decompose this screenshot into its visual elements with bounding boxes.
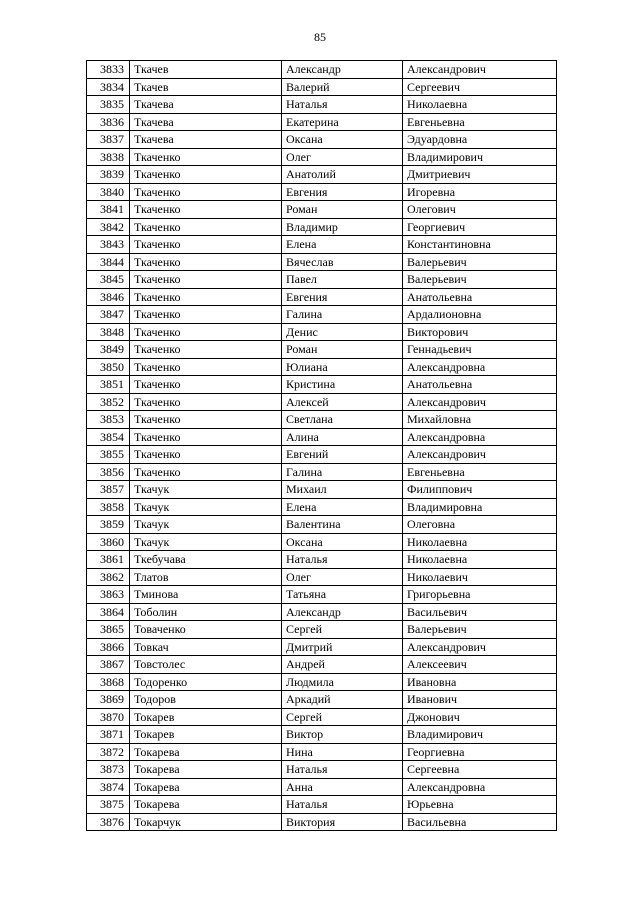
table-row: [87, 376, 557, 394]
table-row: [87, 446, 557, 464]
first-name-cell: Анатолий: [282, 166, 403, 184]
table-row: [87, 813, 557, 831]
table-row: [87, 656, 557, 674]
table-row: [87, 778, 557, 796]
patronymic-cell: Александрович: [403, 446, 557, 464]
last-name-cell: Ткаченко: [130, 183, 282, 201]
last-name-cell: Ткачук: [130, 498, 282, 516]
last-name-cell: Ткаченко: [130, 463, 282, 481]
table-row: [87, 533, 557, 551]
table-row: [87, 463, 557, 481]
first-name-cell: Екатерина: [282, 113, 403, 131]
roster-table: [86, 60, 557, 831]
patronymic-cell: Владимировна: [403, 498, 557, 516]
last-name-cell: Ткаченко: [130, 236, 282, 254]
first-name-cell: Юлиана: [282, 358, 403, 376]
last-name-cell: Токарев: [130, 708, 282, 726]
last-name-cell: Ткаченко: [130, 271, 282, 289]
row-number-cell: 3853: [87, 411, 130, 429]
patronymic-cell: Александрович: [403, 393, 557, 411]
table-row: [87, 306, 557, 324]
row-number-cell: 3851: [87, 376, 130, 394]
last-name-cell: Ткачева: [130, 96, 282, 114]
table-row: [87, 743, 557, 761]
patronymic-cell: Ивановна: [403, 673, 557, 691]
patronymic-cell: Николаевна: [403, 533, 557, 551]
table-row: [87, 796, 557, 814]
row-number-cell: 3847: [87, 306, 130, 324]
row-number-cell: 3841: [87, 201, 130, 219]
patronymic-cell: Константиновна: [403, 236, 557, 254]
first-name-cell: Олег: [282, 148, 403, 166]
table-row: [87, 148, 557, 166]
first-name-cell: Галина: [282, 306, 403, 324]
first-name-cell: Татьяна: [282, 586, 403, 604]
patronymic-cell: Евгеньевна: [403, 463, 557, 481]
first-name-cell: Евгения: [282, 183, 403, 201]
row-number-cell: 3843: [87, 236, 130, 254]
first-name-cell: Евгения: [282, 288, 403, 306]
first-name-cell: Оксана: [282, 533, 403, 551]
row-number-cell: 3838: [87, 148, 130, 166]
patronymic-cell: Георгиевна: [403, 743, 557, 761]
row-number-cell: 3844: [87, 253, 130, 271]
last-name-cell: Ткаченко: [130, 393, 282, 411]
table-row: [87, 288, 557, 306]
patronymic-cell: Викторович: [403, 323, 557, 341]
table-row: [87, 61, 557, 79]
table-row: [87, 621, 557, 639]
first-name-cell: Виктор: [282, 726, 403, 744]
first-name-cell: Алина: [282, 428, 403, 446]
table-row: [87, 113, 557, 131]
patronymic-cell: Юрьевна: [403, 796, 557, 814]
first-name-cell: Валерий: [282, 78, 403, 96]
first-name-cell: Галина: [282, 463, 403, 481]
patronymic-cell: Эдуардовна: [403, 131, 557, 149]
first-name-cell: Людмила: [282, 673, 403, 691]
row-number-cell: 3867: [87, 656, 130, 674]
first-name-cell: Наталья: [282, 761, 403, 779]
table-row: [87, 638, 557, 656]
first-name-cell: Виктория: [282, 813, 403, 831]
first-name-cell: Роман: [282, 341, 403, 359]
patronymic-cell: Григорьевна: [403, 586, 557, 604]
patronymic-cell: Александрович: [403, 61, 557, 79]
row-number-cell: 3856: [87, 463, 130, 481]
patronymic-cell: Владимирович: [403, 148, 557, 166]
first-name-cell: Сергей: [282, 621, 403, 639]
last-name-cell: Ткаченко: [130, 148, 282, 166]
last-name-cell: Токарева: [130, 796, 282, 814]
patronymic-cell: Валерьевич: [403, 271, 557, 289]
last-name-cell: Токарева: [130, 761, 282, 779]
first-name-cell: Дмитрий: [282, 638, 403, 656]
row-number-cell: 3861: [87, 551, 130, 569]
last-name-cell: Ткебучава: [130, 551, 282, 569]
last-name-cell: Токарева: [130, 778, 282, 796]
row-number-cell: 3849: [87, 341, 130, 359]
row-number-cell: 3840: [87, 183, 130, 201]
last-name-cell: Тлатов: [130, 568, 282, 586]
last-name-cell: Ткачук: [130, 533, 282, 551]
table-row: [87, 96, 557, 114]
last-name-cell: Ткачева: [130, 131, 282, 149]
row-number-cell: 3872: [87, 743, 130, 761]
table-row: [87, 603, 557, 621]
patronymic-cell: Дмитриевич: [403, 166, 557, 184]
roster-body: [87, 61, 557, 831]
page-number: 85: [314, 30, 326, 44]
table-row: [87, 166, 557, 184]
row-number-cell: 3858: [87, 498, 130, 516]
last-name-cell: Ткаченко: [130, 288, 282, 306]
patronymic-cell: Ардалионовна: [403, 306, 557, 324]
patronymic-cell: Сергеевич: [403, 78, 557, 96]
last-name-cell: Токарев: [130, 726, 282, 744]
first-name-cell: Наталья: [282, 796, 403, 814]
last-name-cell: Тминова: [130, 586, 282, 604]
row-number-cell: 3875: [87, 796, 130, 814]
last-name-cell: Ткаченко: [130, 411, 282, 429]
row-number-cell: 3842: [87, 218, 130, 236]
first-name-cell: Денис: [282, 323, 403, 341]
last-name-cell: Товстолес: [130, 656, 282, 674]
patronymic-cell: Владимирович: [403, 726, 557, 744]
patronymic-cell: Джонович: [403, 708, 557, 726]
row-number-cell: 3874: [87, 778, 130, 796]
last-name-cell: Ткаченко: [130, 201, 282, 219]
row-number-cell: 3870: [87, 708, 130, 726]
first-name-cell: Андрей: [282, 656, 403, 674]
first-name-cell: Роман: [282, 201, 403, 219]
row-number-cell: 3837: [87, 131, 130, 149]
row-number-cell: 3833: [87, 61, 130, 79]
table-row: [87, 78, 557, 96]
row-number-cell: 3857: [87, 481, 130, 499]
patronymic-cell: Евгеньевна: [403, 113, 557, 131]
last-name-cell: Ткаченко: [130, 166, 282, 184]
last-name-cell: Ткачук: [130, 481, 282, 499]
first-name-cell: Павел: [282, 271, 403, 289]
row-number-cell: 3873: [87, 761, 130, 779]
row-number-cell: 3848: [87, 323, 130, 341]
last-name-cell: Товкач: [130, 638, 282, 656]
first-name-cell: Алексей: [282, 393, 403, 411]
first-name-cell: Оксана: [282, 131, 403, 149]
last-name-cell: Тодоров: [130, 691, 282, 709]
first-name-cell: Валентина: [282, 516, 403, 534]
table-row: [87, 236, 557, 254]
patronymic-cell: Сергеевна: [403, 761, 557, 779]
first-name-cell: Владимир: [282, 218, 403, 236]
patronymic-cell: Алексеевич: [403, 656, 557, 674]
last-name-cell: Ткаченко: [130, 306, 282, 324]
row-number-cell: 3850: [87, 358, 130, 376]
table-row: [87, 551, 557, 569]
last-name-cell: Тоболин: [130, 603, 282, 621]
patronymic-cell: Николаевна: [403, 96, 557, 114]
last-name-cell: Ткаченко: [130, 376, 282, 394]
patronymic-cell: Васильевна: [403, 813, 557, 831]
table-row: [87, 568, 557, 586]
patronymic-cell: Александровна: [403, 778, 557, 796]
patronymic-cell: Михайловна: [403, 411, 557, 429]
row-number-cell: 3869: [87, 691, 130, 709]
table-row: [87, 253, 557, 271]
table-row: [87, 131, 557, 149]
row-number-cell: 3865: [87, 621, 130, 639]
patronymic-cell: Анатольевна: [403, 288, 557, 306]
table-row: [87, 586, 557, 604]
first-name-cell: Светлана: [282, 411, 403, 429]
table-row: [87, 498, 557, 516]
row-number-cell: 3846: [87, 288, 130, 306]
last-name-cell: Ткаченко: [130, 253, 282, 271]
last-name-cell: Товаченко: [130, 621, 282, 639]
first-name-cell: Елена: [282, 498, 403, 516]
table-row: [87, 183, 557, 201]
table-row: [87, 708, 557, 726]
first-name-cell: Наталья: [282, 96, 403, 114]
table-row: [87, 201, 557, 219]
first-name-cell: Кристина: [282, 376, 403, 394]
first-name-cell: Александр: [282, 603, 403, 621]
table-row: [87, 428, 557, 446]
first-name-cell: Олег: [282, 568, 403, 586]
first-name-cell: Сергей: [282, 708, 403, 726]
last-name-cell: Токарчук: [130, 813, 282, 831]
first-name-cell: Елена: [282, 236, 403, 254]
row-number-cell: 3835: [87, 96, 130, 114]
patronymic-cell: Иванович: [403, 691, 557, 709]
first-name-cell: Наталья: [282, 551, 403, 569]
last-name-cell: Ткаченко: [130, 218, 282, 236]
patronymic-cell: Георгиевич: [403, 218, 557, 236]
last-name-cell: Ткаченко: [130, 446, 282, 464]
row-number-cell: 3854: [87, 428, 130, 446]
last-name-cell: Ткаченко: [130, 323, 282, 341]
row-number-cell: 3859: [87, 516, 130, 534]
row-number-cell: 3866: [87, 638, 130, 656]
first-name-cell: Вячеслав: [282, 253, 403, 271]
row-number-cell: 3868: [87, 673, 130, 691]
table-row: [87, 516, 557, 534]
table-row: [87, 218, 557, 236]
last-name-cell: Ткаченко: [130, 428, 282, 446]
first-name-cell: Михаил: [282, 481, 403, 499]
last-name-cell: Ткачева: [130, 113, 282, 131]
last-name-cell: Тодоренко: [130, 673, 282, 691]
first-name-cell: Анна: [282, 778, 403, 796]
patronymic-cell: Олеговна: [403, 516, 557, 534]
last-name-cell: Ткачев: [130, 61, 282, 79]
first-name-cell: Евгений: [282, 446, 403, 464]
row-number-cell: 3839: [87, 166, 130, 184]
patronymic-cell: Филиппович: [403, 481, 557, 499]
last-name-cell: Ткаченко: [130, 341, 282, 359]
row-number-cell: 3836: [87, 113, 130, 131]
row-number-cell: 3834: [87, 78, 130, 96]
table-row: [87, 393, 557, 411]
table-row: [87, 481, 557, 499]
last-name-cell: Ткачев: [130, 78, 282, 96]
patronymic-cell: Валерьевич: [403, 253, 557, 271]
first-name-cell: Александр: [282, 61, 403, 79]
patronymic-cell: Геннадьевич: [403, 341, 557, 359]
table-row: [87, 673, 557, 691]
row-number-cell: 3871: [87, 726, 130, 744]
patronymic-cell: Александровна: [403, 428, 557, 446]
row-number-cell: 3862: [87, 568, 130, 586]
row-number-cell: 3855: [87, 446, 130, 464]
table-row: [87, 358, 557, 376]
row-number-cell: 3864: [87, 603, 130, 621]
row-number-cell: 3845: [87, 271, 130, 289]
first-name-cell: Нина: [282, 743, 403, 761]
table-row: [87, 726, 557, 744]
patronymic-cell: Валерьевич: [403, 621, 557, 639]
table-row: [87, 761, 557, 779]
table-row: [87, 271, 557, 289]
table-row: [87, 411, 557, 429]
row-number-cell: 3876: [87, 813, 130, 831]
last-name-cell: Ткачук: [130, 516, 282, 534]
patronymic-cell: Николаевич: [403, 568, 557, 586]
first-name-cell: Аркадий: [282, 691, 403, 709]
table-row: [87, 341, 557, 359]
patronymic-cell: Игоревна: [403, 183, 557, 201]
patronymic-cell: Николаевна: [403, 551, 557, 569]
row-number-cell: 3860: [87, 533, 130, 551]
patronymic-cell: Александрович: [403, 638, 557, 656]
patronymic-cell: Олегович: [403, 201, 557, 219]
last-name-cell: Токарева: [130, 743, 282, 761]
table-row: [87, 691, 557, 709]
patronymic-cell: Васильевич: [403, 603, 557, 621]
row-number-cell: 3863: [87, 586, 130, 604]
patronymic-cell: Анатольевна: [403, 376, 557, 394]
row-number-cell: 3852: [87, 393, 130, 411]
table-row: [87, 323, 557, 341]
last-name-cell: Ткаченко: [130, 358, 282, 376]
patronymic-cell: Александровна: [403, 358, 557, 376]
